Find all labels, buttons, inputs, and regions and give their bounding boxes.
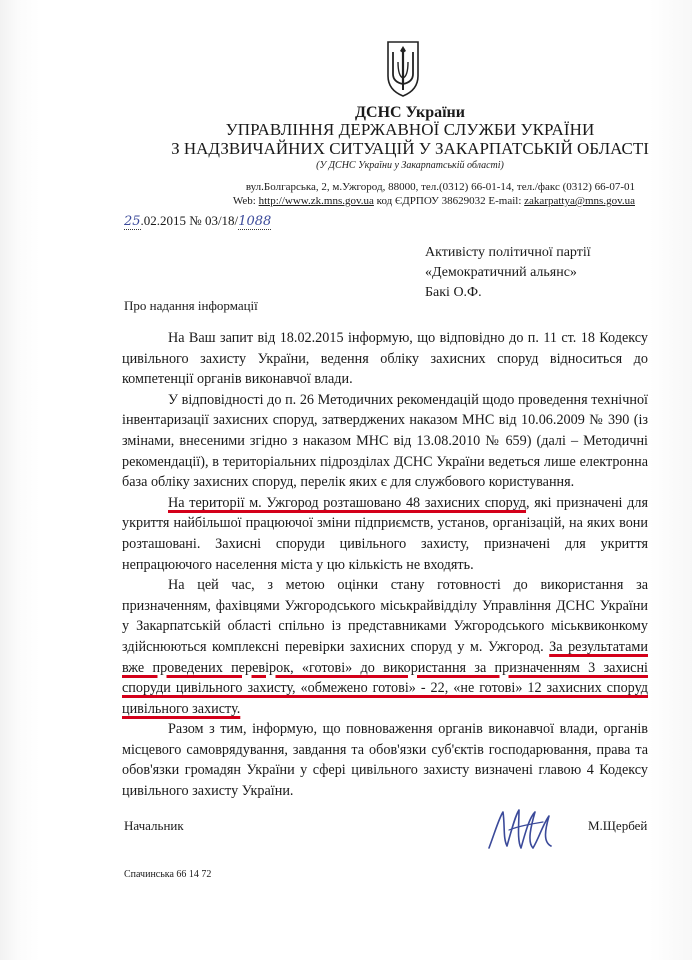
recipient-name: Бакі О.Ф. <box>425 285 482 300</box>
registration-day: 25 <box>124 214 141 229</box>
registration-date: .02.2015 <box>140 213 187 228</box>
signatory-title: Начальник <box>124 818 184 833</box>
highlighted-inspection-results: За результатами вже проведених перевірок, «готові» до використання за призначенням 3 захисні споруди цивільного захисту, «обмежено готові» - 22, «не готові» 12 захисних споруд цивільного захисту. <box>122 638 648 717</box>
org-name-line1: УПРАВЛІННЯ ДЕРЖАВНОЇ СЛУЖБИ УКРАЇНИ <box>225 120 595 139</box>
web-label: Web: <box>232 195 256 207</box>
handwritten-signature <box>485 802 560 857</box>
highlighted-shelter-count: На території м. Ужгород розташовано 48 захисних споруд <box>168 494 527 511</box>
paragraph-5: Разом з тим, інформую, що повноваження органів виконавчої влади, органів місцевого самоврядування, завдання та обов'язки суб'єктів господарювання, права та обов'язки громадян України у сфері цивільного захисту визначені главою 4 Кодексу цивільного захисту України. <box>122 721 648 800</box>
org-address: вул.Болгарська, 2, м.Ужгород, 88000, тел.(0312) 66-01-14, тел./факс (0312) 66-07-01 <box>245 181 635 193</box>
paragraph-1: На Ваш запит від 18.02.2015 інформую, що відповідно до п. 11 ст. 18 Кодексу цивільного захисту України, ведення обліку захисних споруд відноситься до компетенції органів виконавчої влади. <box>122 330 648 388</box>
registration-number-prefix: № 03/18/ <box>189 213 239 228</box>
executor-contact: Спачинська 66 14 72 <box>124 869 212 880</box>
edrpou-code: код ЄДРПОУ 38629032 E-mail: <box>376 195 522 207</box>
letter-body <box>122 328 648 802</box>
recipient-block <box>425 243 591 303</box>
trident-emblem-icon <box>385 40 421 98</box>
letter-subject: Про надання інформації <box>124 298 258 313</box>
org-short-name: ДСНС України <box>355 104 465 121</box>
recipient-line2: «Демократичний альянс» <box>425 265 577 280</box>
paragraph-4 <box>122 575 648 719</box>
paragraph-3-rest: , які призначені для укриття найбільшої працюючої зміни підприємств, установ, організацій, на яких вони розташовані. Захисні споруди цивільного захисту, призначені для укриття непрацюючого населення міста у цю кількість не входять. <box>122 494 649 573</box>
org-name-line2: З НАДЗВИЧАЙНИХ СИТУАЦІЙ У ЗАКАРПАТСЬКІЙ ОБЛАСТІ <box>171 139 649 158</box>
paragraph-3 <box>122 493 648 575</box>
email-link[interactable]: zakarpattya@mns.gov.ua <box>524 195 635 207</box>
org-abbreviation: (У ДСНС України у Закарпатській області) <box>316 160 504 171</box>
paragraph-2: У відповідності до п. 26 Методичних рекомендацій щодо проведення технічної інвентаризації захисних споруд, затверджених наказом МНС від 10.06.2009 № 390 (із змінами, внесеними згідно з наказом МНС від 13.08.2010 № 659) (далі – Методичні рекомендації), в територіальних підрозділах ДСНС України ведеться лише електронна база обліку захисних споруд, перелік яких є для службового користування. <box>122 391 648 491</box>
org-contacts <box>175 195 635 207</box>
paragraph-4-start: На цей час, з метою оцінки стану готовності до використання за призначенням, фахівцями Ужгородського міськрайвідділу Управління ДСНС України у Закарпатській області спільно із представниками Ужгородського міськвиконкому здійснюються комплексні перевірки захисних споруд у м. Ужгород. <box>122 577 648 655</box>
recipient-line1: Активісту політичної партії <box>425 245 591 260</box>
signatory-name: М.Щербей <box>588 818 648 833</box>
registration-line <box>124 213 271 229</box>
registration-number: 1088 <box>238 214 272 229</box>
web-link[interactable]: http://www.zk.mns.gov.ua <box>258 195 374 207</box>
